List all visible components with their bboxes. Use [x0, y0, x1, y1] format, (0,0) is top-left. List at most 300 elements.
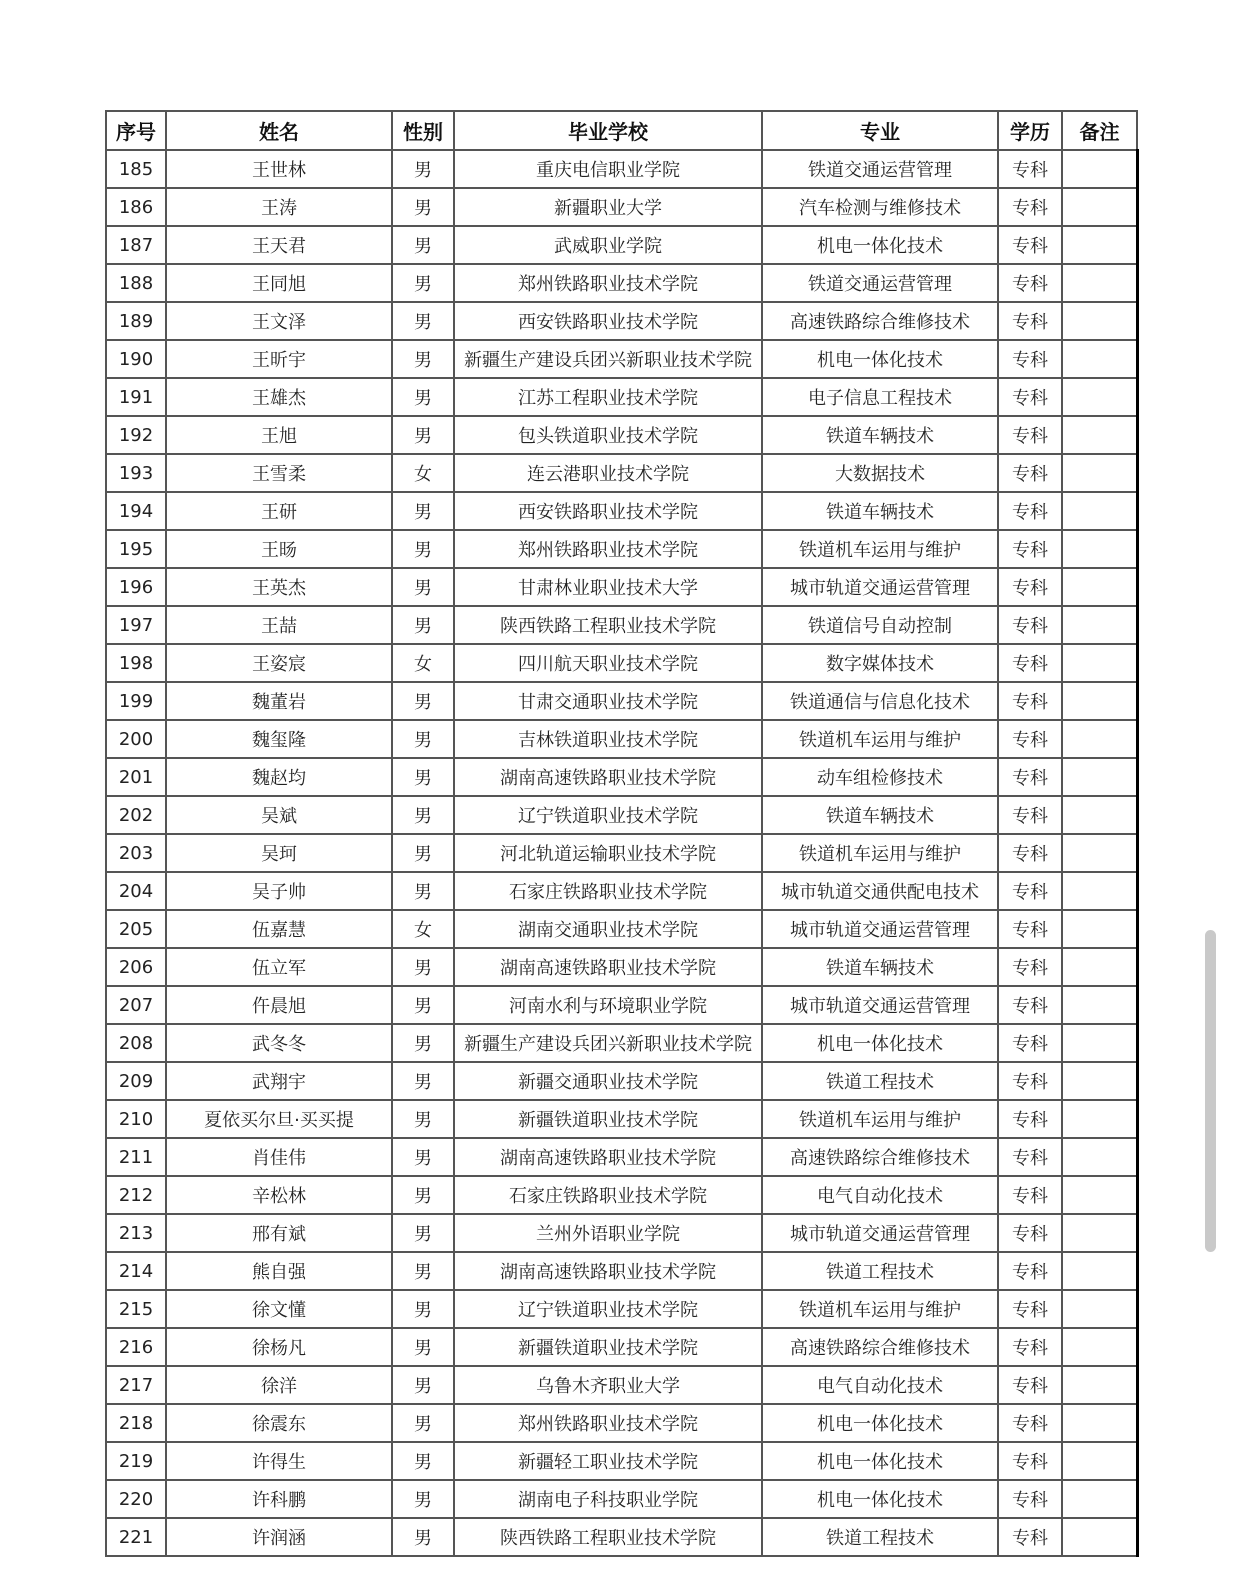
cell-major: 机电一体化技术: [762, 340, 998, 378]
cell-school: 湖南高速铁路职业技术学院: [454, 758, 762, 796]
cell-index: 221: [106, 1518, 166, 1556]
cell-education: 专科: [998, 416, 1062, 454]
header-index: 序号: [106, 111, 166, 150]
cell-major: 汽车检测与维修技术: [762, 188, 998, 226]
cell-remark: [1062, 1214, 1137, 1252]
cell-index: 193: [106, 454, 166, 492]
cell-index: 186: [106, 188, 166, 226]
cell-name: 许科鹏: [166, 1480, 392, 1518]
cell-education: 专科: [998, 910, 1062, 948]
cell-remark: [1062, 606, 1137, 644]
cell-gender: 男: [392, 1214, 454, 1252]
cell-gender: 男: [392, 188, 454, 226]
cell-index: 202: [106, 796, 166, 834]
cell-index: 191: [106, 378, 166, 416]
cell-index: 218: [106, 1404, 166, 1442]
vertical-scrollbar-thumb[interactable]: [1205, 930, 1216, 1252]
cell-school: 河北轨道运输职业技术学院: [454, 834, 762, 872]
cell-index: 206: [106, 948, 166, 986]
cell-remark: [1062, 188, 1137, 226]
cell-name: 夏依买尔旦·买买提: [166, 1100, 392, 1138]
cell-name: 仵晨旭: [166, 986, 392, 1024]
cell-name: 徐杨凡: [166, 1328, 392, 1366]
cell-index: 197: [106, 606, 166, 644]
cell-name: 王旭: [166, 416, 392, 454]
cell-remark: [1062, 1366, 1137, 1404]
cell-school: 湖南高速铁路职业技术学院: [454, 1138, 762, 1176]
table-body: [106, 150, 1137, 1556]
cell-remark: [1062, 1404, 1137, 1442]
cell-school: 重庆电信职业学院: [454, 150, 762, 188]
cell-gender: 女: [392, 644, 454, 682]
cell-education: 专科: [998, 1214, 1062, 1252]
table-row: [106, 226, 1137, 264]
cell-education: 专科: [998, 530, 1062, 568]
cell-name: 王雪柔: [166, 454, 392, 492]
cell-gender: 男: [392, 948, 454, 986]
cell-index: 194: [106, 492, 166, 530]
cell-school: 郑州铁路职业技术学院: [454, 530, 762, 568]
cell-gender: 男: [392, 1290, 454, 1328]
cell-name: 许润涵: [166, 1518, 392, 1556]
cell-education: 专科: [998, 606, 1062, 644]
cell-remark: [1062, 1290, 1137, 1328]
cell-gender: 男: [392, 720, 454, 758]
cell-major: 城市轨道交通运营管理: [762, 986, 998, 1024]
cell-major: 铁道工程技术: [762, 1252, 998, 1290]
cell-education: 专科: [998, 264, 1062, 302]
cell-school: 西安铁路职业技术学院: [454, 302, 762, 340]
cell-school: 兰州外语职业学院: [454, 1214, 762, 1252]
cell-major: 铁道信号自动控制: [762, 606, 998, 644]
cell-index: 204: [106, 872, 166, 910]
cell-education: 专科: [998, 378, 1062, 416]
cell-remark: [1062, 150, 1137, 188]
cell-name: 吴珂: [166, 834, 392, 872]
cell-major: 动车组检修技术: [762, 758, 998, 796]
cell-index: 207: [106, 986, 166, 1024]
cell-gender: 男: [392, 1442, 454, 1480]
cell-index: 196: [106, 568, 166, 606]
cell-major: 铁道交通运营管理: [762, 150, 998, 188]
cell-remark: [1062, 1138, 1137, 1176]
table-row: [106, 606, 1137, 644]
cell-gender: 男: [392, 1404, 454, 1442]
cell-major: 铁道交通运营管理: [762, 264, 998, 302]
cell-education: 专科: [998, 302, 1062, 340]
cell-education: 专科: [998, 1138, 1062, 1176]
cell-index: 217: [106, 1366, 166, 1404]
table-row: [106, 1214, 1137, 1252]
cell-gender: 男: [392, 1024, 454, 1062]
cell-gender: 男: [392, 226, 454, 264]
cell-school: 石家庄铁路职业技术学院: [454, 1176, 762, 1214]
cell-education: 专科: [998, 340, 1062, 378]
cell-school: 辽宁铁道职业技术学院: [454, 796, 762, 834]
table-row: [106, 910, 1137, 948]
cell-name: 武冬冬: [166, 1024, 392, 1062]
cell-name: 王雄杰: [166, 378, 392, 416]
cell-index: 187: [106, 226, 166, 264]
cell-name: 伍嘉慧: [166, 910, 392, 948]
cell-name: 武翔宇: [166, 1062, 392, 1100]
cell-remark: [1062, 1328, 1137, 1366]
cell-major: 机电一体化技术: [762, 1404, 998, 1442]
table-row: [106, 720, 1137, 758]
cell-remark: [1062, 454, 1137, 492]
cell-name: 王昕宇: [166, 340, 392, 378]
cell-major: 城市轨道交通运营管理: [762, 910, 998, 948]
table-row: [106, 758, 1137, 796]
cell-major: 铁道车辆技术: [762, 416, 998, 454]
table-row: [106, 644, 1137, 682]
cell-major: 电子信息工程技术: [762, 378, 998, 416]
cell-name: 吴斌: [166, 796, 392, 834]
cell-gender: 男: [392, 1252, 454, 1290]
cell-remark: [1062, 302, 1137, 340]
cell-education: 专科: [998, 948, 1062, 986]
cell-school: 郑州铁路职业技术学院: [454, 1404, 762, 1442]
cell-education: 专科: [998, 1328, 1062, 1366]
cell-gender: 男: [392, 1062, 454, 1100]
cell-name: 魏董岩: [166, 682, 392, 720]
cell-school: 陕西铁路工程职业技术学院: [454, 1518, 762, 1556]
table-row: [106, 986, 1137, 1024]
cell-remark: [1062, 1062, 1137, 1100]
table-row: [106, 1518, 1137, 1556]
cell-remark: [1062, 1480, 1137, 1518]
cell-name: 熊自强: [166, 1252, 392, 1290]
cell-education: 专科: [998, 1404, 1062, 1442]
header-name: 姓名: [166, 111, 392, 150]
table-row: [106, 188, 1137, 226]
cell-name: 徐震东: [166, 1404, 392, 1442]
cell-gender: 男: [392, 1100, 454, 1138]
cell-index: 192: [106, 416, 166, 454]
cell-education: 专科: [998, 226, 1062, 264]
cell-name: 魏赵均: [166, 758, 392, 796]
cell-major: 铁道机车运用与维护: [762, 834, 998, 872]
cell-name: 邢有斌: [166, 1214, 392, 1252]
cell-index: 200: [106, 720, 166, 758]
cell-index: 214: [106, 1252, 166, 1290]
table-row: [106, 1404, 1137, 1442]
cell-education: 专科: [998, 492, 1062, 530]
cell-education: 专科: [998, 1176, 1062, 1214]
cell-major: 机电一体化技术: [762, 1480, 998, 1518]
cell-education: 专科: [998, 1100, 1062, 1138]
cell-gender: 男: [392, 606, 454, 644]
cell-education: 专科: [998, 720, 1062, 758]
cell-major: 铁道车辆技术: [762, 492, 998, 530]
cell-remark: [1062, 796, 1137, 834]
cell-gender: 女: [392, 454, 454, 492]
cell-gender: 男: [392, 492, 454, 530]
cell-remark: [1062, 340, 1137, 378]
header-school: 毕业学校: [454, 111, 762, 150]
cell-remark: [1062, 872, 1137, 910]
cell-school: 新疆交通职业技术学院: [454, 1062, 762, 1100]
cell-name: 王英杰: [166, 568, 392, 606]
cell-name: 王旸: [166, 530, 392, 568]
cell-education: 专科: [998, 454, 1062, 492]
cell-remark: [1062, 1442, 1137, 1480]
table-row: [106, 682, 1137, 720]
cell-school: 包头铁道职业技术学院: [454, 416, 762, 454]
cell-gender: 男: [392, 416, 454, 454]
cell-school: 湖南高速铁路职业技术学院: [454, 1252, 762, 1290]
table-row: [106, 1176, 1137, 1214]
table-header-row: [106, 111, 1137, 150]
cell-school: 新疆生产建设兵团兴新职业技术学院: [454, 1024, 762, 1062]
cell-remark: [1062, 834, 1137, 872]
cell-remark: [1062, 264, 1137, 302]
cell-gender: 男: [392, 264, 454, 302]
cell-education: 专科: [998, 1480, 1062, 1518]
cell-education: 专科: [998, 1252, 1062, 1290]
cell-education: 专科: [998, 1024, 1062, 1062]
cell-remark: [1062, 226, 1137, 264]
cell-major: 高速铁路综合维修技术: [762, 1138, 998, 1176]
header-major: 专业: [762, 111, 998, 150]
table-row: [106, 150, 1137, 188]
cell-school: 四川航天职业技术学院: [454, 644, 762, 682]
cell-education: 专科: [998, 1442, 1062, 1480]
cell-school: 湖南高速铁路职业技术学院: [454, 948, 762, 986]
cell-school: 新疆生产建设兵团兴新职业技术学院: [454, 340, 762, 378]
cell-gender: 男: [392, 834, 454, 872]
cell-name: 肖佳伟: [166, 1138, 392, 1176]
table-row: [106, 416, 1137, 454]
cell-major: 机电一体化技术: [762, 1442, 998, 1480]
cell-major: 铁道车辆技术: [762, 948, 998, 986]
cell-education: 专科: [998, 986, 1062, 1024]
cell-index: 205: [106, 910, 166, 948]
table-row: [106, 1442, 1137, 1480]
cell-education: 专科: [998, 758, 1062, 796]
cell-gender: 男: [392, 872, 454, 910]
cell-major: 电气自动化技术: [762, 1366, 998, 1404]
cell-gender: 男: [392, 1138, 454, 1176]
table-row: [106, 872, 1137, 910]
cell-remark: [1062, 682, 1137, 720]
cell-gender: 女: [392, 910, 454, 948]
cell-school: 新疆轻工职业技术学院: [454, 1442, 762, 1480]
cell-major: 铁道机车运用与维护: [762, 530, 998, 568]
cell-school: 湖南交通职业技术学院: [454, 910, 762, 948]
cell-remark: [1062, 1518, 1137, 1556]
cell-education: 专科: [998, 682, 1062, 720]
cell-name: 王喆: [166, 606, 392, 644]
cell-gender: 男: [392, 568, 454, 606]
cell-gender: 男: [392, 340, 454, 378]
cell-school: 辽宁铁道职业技术学院: [454, 1290, 762, 1328]
cell-remark: [1062, 720, 1137, 758]
cell-name: 徐文懂: [166, 1290, 392, 1328]
table-row: [106, 1328, 1137, 1366]
cell-major: 铁道工程技术: [762, 1062, 998, 1100]
cell-index: 215: [106, 1290, 166, 1328]
cell-school: 吉林铁道职业技术学院: [454, 720, 762, 758]
cell-education: 专科: [998, 1062, 1062, 1100]
cell-index: 212: [106, 1176, 166, 1214]
cell-education: 专科: [998, 568, 1062, 606]
cell-school: 湖南电子科技职业学院: [454, 1480, 762, 1518]
cell-major: 高速铁路综合维修技术: [762, 1328, 998, 1366]
cell-remark: [1062, 1100, 1137, 1138]
cell-major: 机电一体化技术: [762, 226, 998, 264]
cell-education: 专科: [998, 188, 1062, 226]
table-row: [106, 568, 1137, 606]
cell-index: 195: [106, 530, 166, 568]
table-row: [106, 454, 1137, 492]
cell-major: 铁道车辆技术: [762, 796, 998, 834]
table-row: [106, 492, 1137, 530]
table-row: [106, 340, 1137, 378]
cell-name: 许得生: [166, 1442, 392, 1480]
cell-major: 高速铁路综合维修技术: [762, 302, 998, 340]
graduate-list-table: [105, 110, 1139, 1557]
cell-index: 188: [106, 264, 166, 302]
cell-major: 城市轨道交通运营管理: [762, 568, 998, 606]
cell-index: 213: [106, 1214, 166, 1252]
cell-remark: [1062, 568, 1137, 606]
cell-education: 专科: [998, 644, 1062, 682]
cell-index: 203: [106, 834, 166, 872]
cell-name: 徐洋: [166, 1366, 392, 1404]
table-row: [106, 1252, 1137, 1290]
cell-school: 江苏工程职业技术学院: [454, 378, 762, 416]
cell-index: 220: [106, 1480, 166, 1518]
cell-major: 城市轨道交通供配电技术: [762, 872, 998, 910]
cell-remark: [1062, 910, 1137, 948]
table-row: [106, 1062, 1137, 1100]
cell-education: 专科: [998, 1366, 1062, 1404]
cell-major: 铁道机车运用与维护: [762, 1100, 998, 1138]
cell-remark: [1062, 530, 1137, 568]
cell-major: 大数据技术: [762, 454, 998, 492]
cell-remark: [1062, 644, 1137, 682]
table-row: [106, 1366, 1137, 1404]
cell-school: 乌鲁木齐职业大学: [454, 1366, 762, 1404]
cell-name: 王文泽: [166, 302, 392, 340]
cell-school: 武威职业学院: [454, 226, 762, 264]
cell-name: 王世林: [166, 150, 392, 188]
table-row: [106, 834, 1137, 872]
cell-index: 198: [106, 644, 166, 682]
cell-gender: 男: [392, 302, 454, 340]
cell-gender: 男: [392, 758, 454, 796]
cell-major: 铁道机车运用与维护: [762, 1290, 998, 1328]
cell-index: 199: [106, 682, 166, 720]
cell-major: 机电一体化技术: [762, 1024, 998, 1062]
cell-gender: 男: [392, 682, 454, 720]
cell-school: 石家庄铁路职业技术学院: [454, 872, 762, 910]
cell-remark: [1062, 948, 1137, 986]
cell-education: 专科: [998, 1518, 1062, 1556]
table-row: [106, 1024, 1137, 1062]
cell-school: 甘肃林业职业技术大学: [454, 568, 762, 606]
cell-index: 185: [106, 150, 166, 188]
cell-index: 210: [106, 1100, 166, 1138]
cell-index: 208: [106, 1024, 166, 1062]
cell-remark: [1062, 1252, 1137, 1290]
cell-gender: 男: [392, 1176, 454, 1214]
cell-name: 伍立军: [166, 948, 392, 986]
cell-school: 连云港职业技术学院: [454, 454, 762, 492]
cell-major: 铁道通信与信息化技术: [762, 682, 998, 720]
cell-name: 吴子帅: [166, 872, 392, 910]
cell-remark: [1062, 1176, 1137, 1214]
cell-major: 数字媒体技术: [762, 644, 998, 682]
table-row: [106, 1290, 1137, 1328]
cell-education: 专科: [998, 1290, 1062, 1328]
cell-school: 陕西铁路工程职业技术学院: [454, 606, 762, 644]
cell-index: 201: [106, 758, 166, 796]
cell-name: 王天君: [166, 226, 392, 264]
cell-major: 铁道机车运用与维护: [762, 720, 998, 758]
table-row: [106, 302, 1137, 340]
cell-school: 新疆铁道职业技术学院: [454, 1328, 762, 1366]
cell-school: 西安铁路职业技术学院: [454, 492, 762, 530]
header-gender: 性别: [392, 111, 454, 150]
cell-index: 189: [106, 302, 166, 340]
cell-gender: 男: [392, 1518, 454, 1556]
cell-remark: [1062, 986, 1137, 1024]
cell-gender: 男: [392, 796, 454, 834]
cell-gender: 男: [392, 986, 454, 1024]
cell-gender: 男: [392, 1480, 454, 1518]
cell-name: 王涛: [166, 188, 392, 226]
table-row: [106, 1138, 1137, 1176]
table-row: [106, 530, 1137, 568]
cell-name: 魏玺隆: [166, 720, 392, 758]
cell-gender: 男: [392, 1366, 454, 1404]
table-row: [106, 264, 1137, 302]
cell-gender: 男: [392, 150, 454, 188]
cell-remark: [1062, 378, 1137, 416]
cell-index: 190: [106, 340, 166, 378]
table-row: [106, 1480, 1137, 1518]
table-row: [106, 378, 1137, 416]
table-row: [106, 796, 1137, 834]
cell-major: 铁道工程技术: [762, 1518, 998, 1556]
header-education: 学历: [998, 111, 1062, 150]
cell-school: 新疆职业大学: [454, 188, 762, 226]
cell-education: 专科: [998, 150, 1062, 188]
cell-remark: [1062, 1024, 1137, 1062]
cell-major: 城市轨道交通运营管理: [762, 1214, 998, 1252]
cell-gender: 男: [392, 530, 454, 568]
header-remark: 备注: [1062, 111, 1137, 150]
cell-education: 专科: [998, 796, 1062, 834]
cell-remark: [1062, 758, 1137, 796]
cell-name: 王姿宸: [166, 644, 392, 682]
cell-education: 专科: [998, 834, 1062, 872]
cell-remark: [1062, 492, 1137, 530]
cell-school: 新疆铁道职业技术学院: [454, 1100, 762, 1138]
cell-gender: 男: [392, 378, 454, 416]
cell-name: 王同旭: [166, 264, 392, 302]
cell-gender: 男: [392, 1328, 454, 1366]
cell-name: 辛松林: [166, 1176, 392, 1214]
cell-index: 211: [106, 1138, 166, 1176]
cell-index: 209: [106, 1062, 166, 1100]
cell-remark: [1062, 416, 1137, 454]
cell-major: 电气自动化技术: [762, 1176, 998, 1214]
cell-index: 216: [106, 1328, 166, 1366]
cell-school: 甘肃交通职业技术学院: [454, 682, 762, 720]
